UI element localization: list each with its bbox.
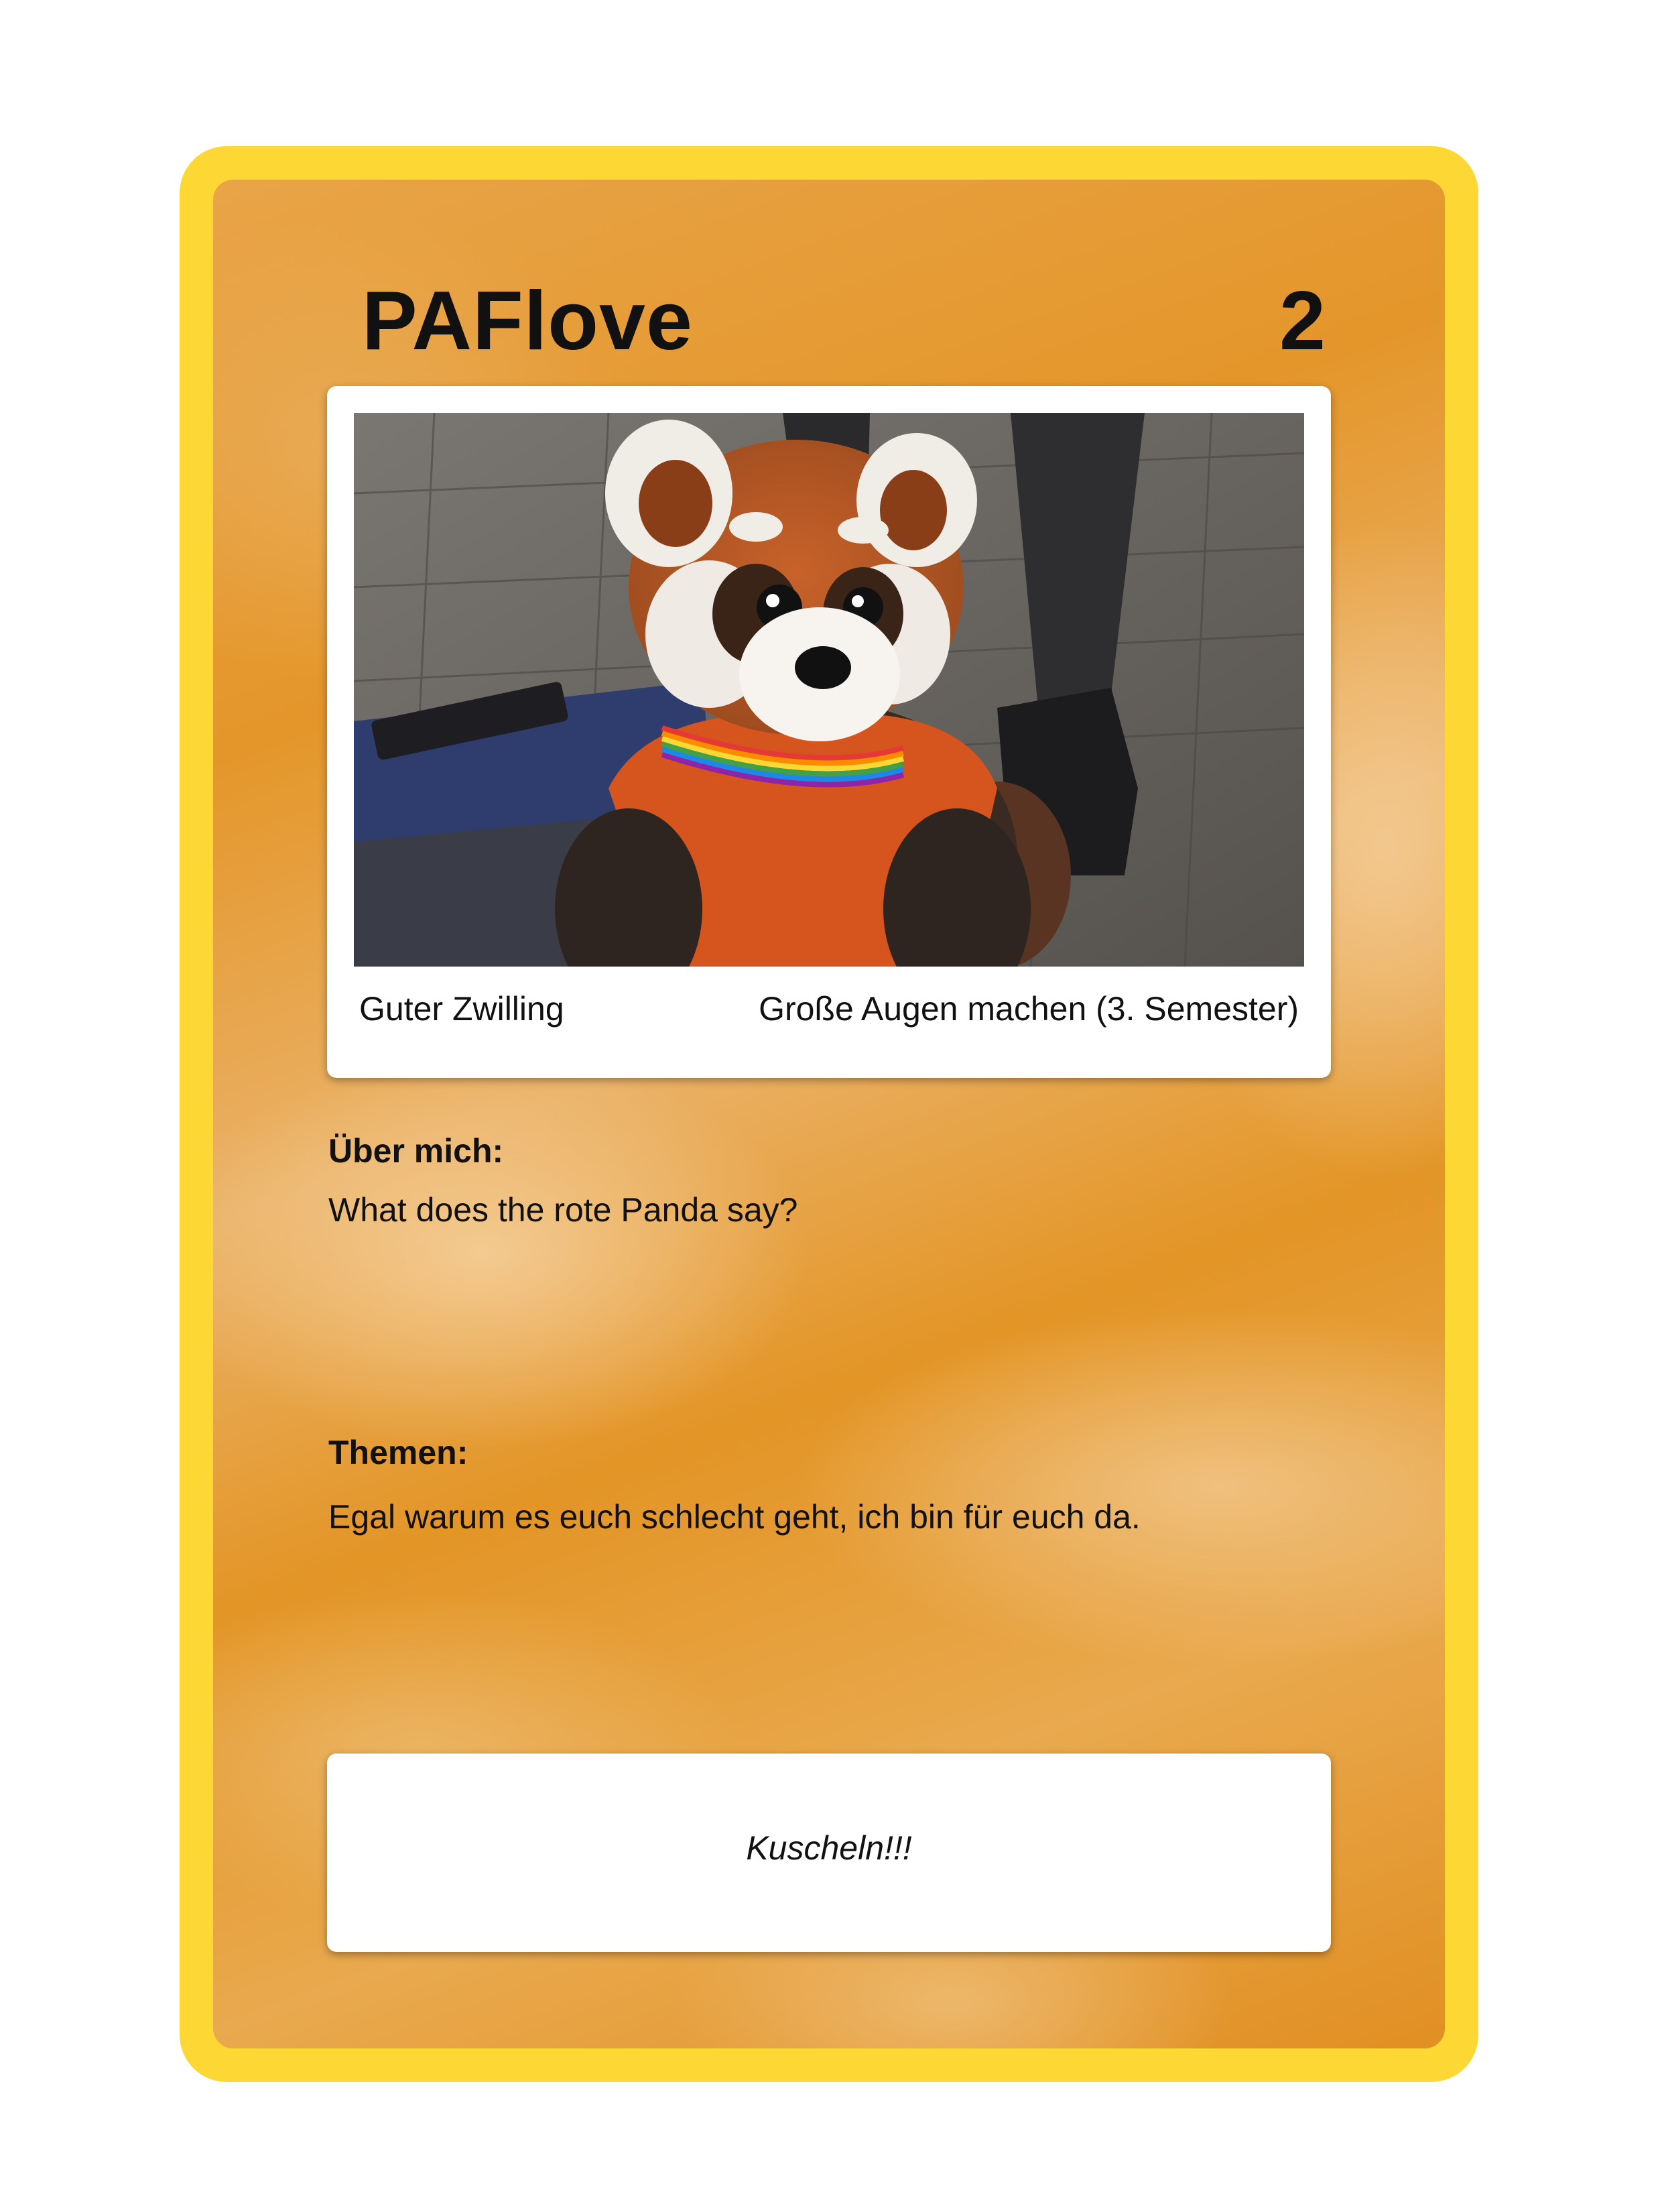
- red-panda-plush-icon: [354, 413, 1304, 967]
- red-panda-photo: [354, 413, 1304, 967]
- photo-caption-left: Guter Zwilling: [359, 990, 564, 1028]
- about-label: Über mich:: [328, 1132, 504, 1170]
- card-number: 2: [1279, 275, 1326, 367]
- about-text: What does the rote Panda say?: [328, 1191, 798, 1229]
- card-title: PAFlove: [362, 275, 693, 367]
- photo-caption-right: Große Augen machen (3. Semester): [759, 990, 1299, 1028]
- topics-text: Egal warum es euch schlecht geht, ich bin für euch da.: [328, 1498, 1141, 1536]
- topics-label: Themen:: [328, 1434, 468, 1471]
- card-body: [213, 180, 1445, 2048]
- quote-panel: [327, 1754, 1331, 1952]
- photo-panel: [327, 386, 1331, 1078]
- card-frame: [180, 146, 1478, 2082]
- quote-text: Kuscheln!!!: [746, 1829, 912, 1867]
